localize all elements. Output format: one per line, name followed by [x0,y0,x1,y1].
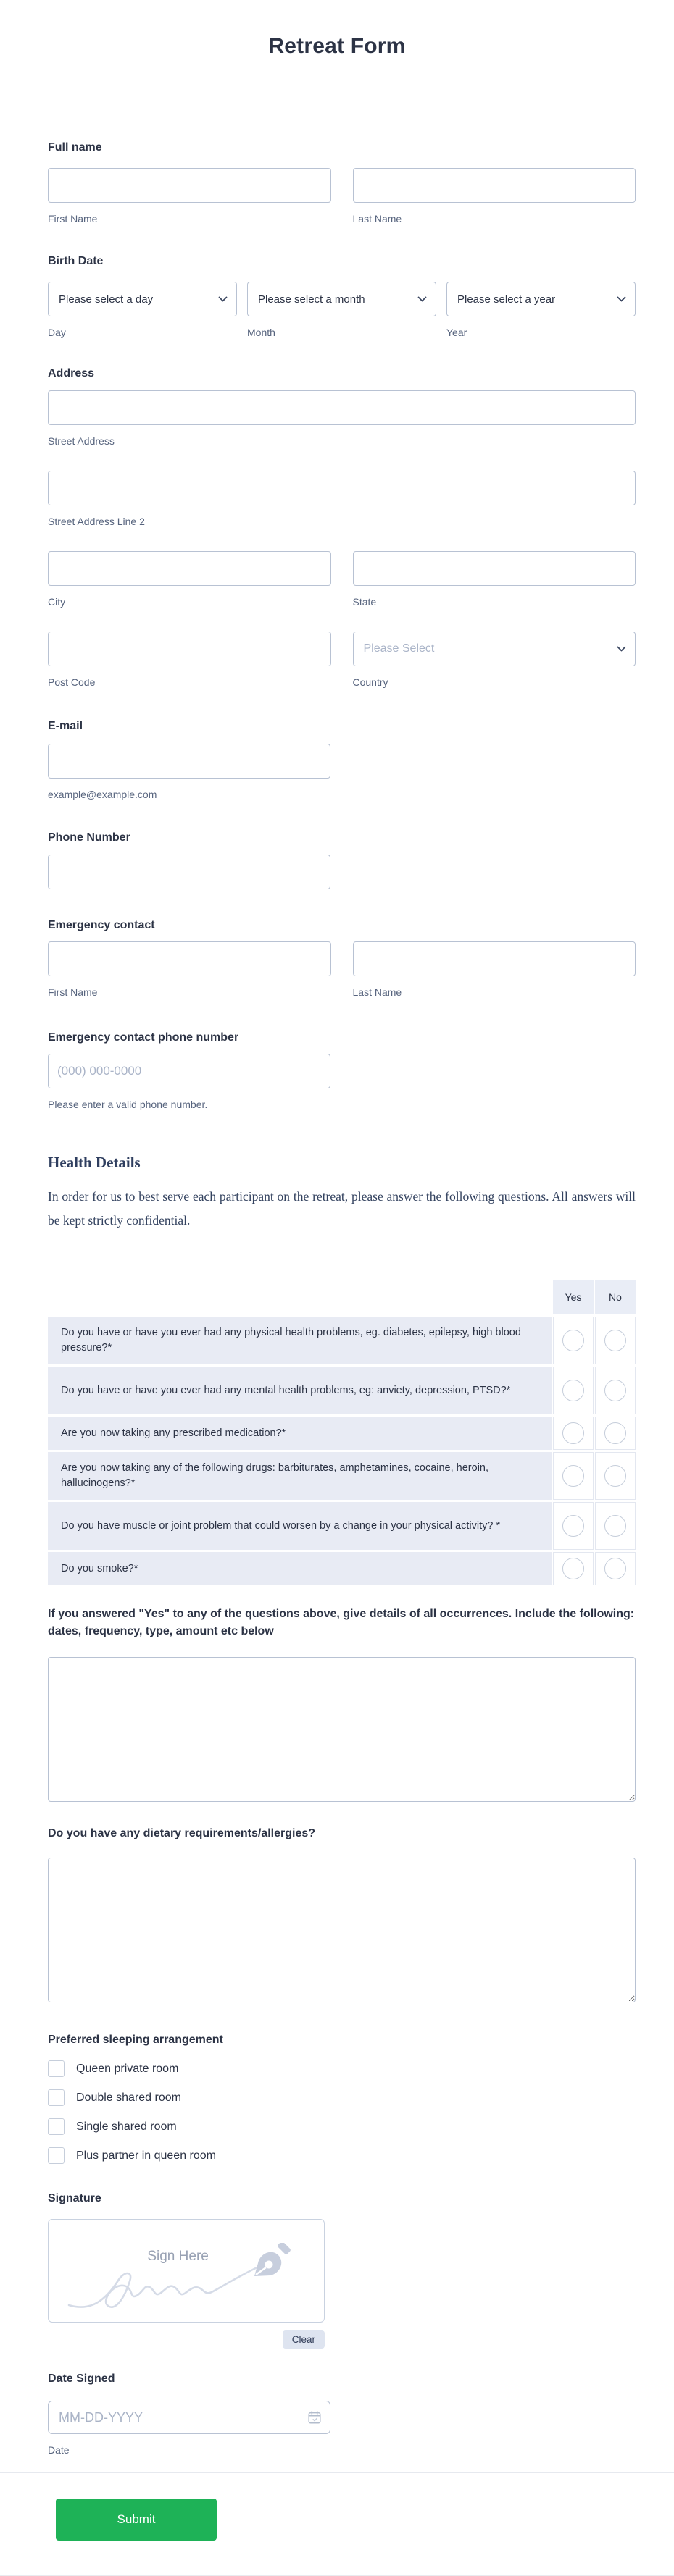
emergency-phone-input[interactable] [48,1054,330,1088]
field-emergency-contact [48,918,636,999]
field-address [48,366,636,689]
country-select[interactable] [353,632,636,666]
field-date-signed [48,2371,636,2457]
emergency-phone-hint: Please enter a valid phone number. [48,1099,208,1110]
street-address2-input[interactable] [48,471,636,505]
clear-signature-button[interactable]: Clear [283,2330,325,2349]
birth-month-value: Please select a month [258,293,365,306]
radio-q3-yes[interactable] [562,1422,584,1444]
radio-q5-no[interactable] [604,1515,626,1537]
field-sleeping-arrangement [48,2032,636,2164]
birth-date-label: Birth Date [48,255,104,267]
dietary-textarea[interactable] [48,1858,636,2002]
health-question-2: Do you have or have you ever had any mental health problems, eg: anviety, depression, PTSD?* [48,1367,552,1414]
signature-label: Signature [48,2192,101,2204]
health-question-1: Do you have or have you ever had any physical health problems, eg. diabetes, epilepsy, high blood pressure?* [48,1317,552,1364]
field-emergency-phone [48,1030,636,1112]
date-signed-input[interactable] [48,2401,330,2434]
occurrence-details-label: If you answered "Yes" to any of the questions above, give details of all occurrences. Include the following: dates, frequency, type, amount etc below [48,1608,635,1637]
checkbox-label: Plus partner in queen room [76,2149,216,2162]
first-name-input[interactable] [48,168,331,203]
radio-q6-no[interactable] [604,1558,626,1579]
email-input[interactable] [48,744,330,779]
birth-month-select[interactable] [247,282,436,316]
radio-q1-yes[interactable] [562,1330,584,1351]
radio-q3-no[interactable] [604,1422,626,1444]
checkbox-label: Double shared room [76,2092,181,2104]
radio-cell-q2-yes[interactable] [553,1367,594,1414]
street-address-sublabel: Street Address [48,435,115,447]
emergency-contact-label: Emergency contact [48,919,155,931]
country-sublabel: Country [352,676,388,688]
emergency-first-name-sublabel: First Name [48,986,98,998]
street-address-input[interactable] [48,390,636,425]
street-address2-sublabel: Street Address Line 2 [48,516,145,527]
radio-cell-q5-no[interactable] [595,1502,636,1550]
field-occurrence-details [48,1606,636,1805]
radio-q6-yes[interactable] [562,1558,584,1579]
chevron-down-icon [617,646,626,653]
checkbox-single-shared[interactable] [48,2118,65,2135]
radio-q5-yes[interactable] [562,1515,584,1537]
health-question-4: Are you now taking any of the following drugs: barbiturates, amphetamines, cocaine, heroin, hallucinogens?* [48,1452,552,1500]
health-question-6: Do you smoke?* [48,1552,552,1585]
table-header-no: No [595,1280,636,1314]
checkbox-row-queen-private[interactable] [48,2060,636,2077]
radio-cell-q1-yes[interactable] [553,1317,594,1364]
post-code-sublabel: Post Code [48,676,96,688]
radio-cell-q1-no[interactable] [595,1317,636,1364]
field-full-name [48,140,636,226]
radio-q2-no[interactable] [604,1380,626,1401]
birth-year-select[interactable] [446,282,636,316]
occurrence-details-textarea[interactable] [48,1657,636,1802]
radio-cell-q3-no[interactable] [595,1417,636,1450]
field-phone [48,830,636,889]
page-title: Retreat Form [268,34,406,58]
chevron-down-icon [617,296,626,303]
table-header-yes: Yes [553,1280,594,1314]
form-footer [0,2472,674,2575]
emergency-last-name-sublabel: Last Name [352,986,402,998]
emergency-last-name-input[interactable] [353,941,636,976]
calendar-icon[interactable] [307,2409,323,2425]
radio-cell-q5-yes[interactable] [553,1502,594,1550]
checkbox-partner-queen[interactable] [48,2147,65,2164]
health-question-3: Are you now taking any prescribed medication?* [48,1417,552,1450]
health-question-5: Do you have muscle or joint problem that could worsen by a change in your physical activity? * [48,1502,552,1550]
field-signature [48,2191,636,2349]
checkbox-row-single-shared[interactable] [48,2118,636,2135]
city-input[interactable] [48,551,331,586]
checkbox-row-partner-queen[interactable] [48,2147,636,2164]
field-birth-date [48,253,636,340]
signature-pad[interactable] [48,2219,325,2323]
state-input[interactable] [353,551,636,586]
post-code-input[interactable] [48,632,331,666]
table-header-spacer [48,1280,552,1314]
radio-cell-q4-yes[interactable] [553,1452,594,1500]
sleeping-label: Preferred sleeping arrangement [48,2034,223,2046]
dietary-label: Do you have any dietary requirements/allergies? [48,1827,316,1839]
city-sublabel: City [48,596,66,608]
checkbox-queen-private[interactable] [48,2060,65,2077]
first-name-sublabel: First Name [48,213,98,225]
chevron-down-icon [218,296,228,303]
sign-here-placeholder: Sign Here [147,2249,209,2264]
checkbox-double-shared[interactable] [48,2089,65,2106]
checkbox-label: Queen private room [76,2063,179,2075]
phone-input[interactable] [48,855,330,889]
field-email [48,718,636,802]
submit-button[interactable]: Submit [56,2499,217,2541]
full-name-label: Full name [48,141,102,154]
email-sublabel: example@example.com [48,789,157,800]
day-sublabel: Day [48,327,66,338]
chevron-down-icon [417,296,427,303]
radio-q2-yes[interactable] [562,1380,584,1401]
radio-cell-q4-no[interactable] [595,1452,636,1500]
phone-label: Phone Number [48,831,130,844]
emergency-phone-label: Emergency contact phone number [48,1031,239,1044]
checkbox-label: Single shared room [76,2120,177,2133]
emergency-first-name-input[interactable] [48,941,331,976]
birth-day-select[interactable] [48,282,237,316]
address-label: Address [48,367,95,379]
year-sublabel: Year [446,327,467,338]
date-sublabel: Date [48,2444,70,2456]
last-name-sublabel: Last Name [352,213,402,225]
pen-nib-icon [247,2243,294,2286]
radio-cell-q3-yes[interactable] [553,1417,594,1450]
state-sublabel: State [352,596,377,608]
radio-cell-q6-yes[interactable] [553,1552,594,1585]
last-name-input[interactable] [353,168,636,203]
form-header [0,0,674,112]
section-health-details [48,1154,636,1585]
health-details-intro: In order for us to best serve each participant on the retreat, please answer the following questions. All answers will be kept strictly confidential. [48,1189,636,1228]
radio-cell-q2-no[interactable] [595,1367,636,1414]
form-body [0,140,674,2457]
radio-q1-no[interactable] [604,1330,626,1351]
radio-cell-q6-no[interactable] [595,1552,636,1585]
birth-year-value: Please select a year [457,293,556,306]
country-value: Please Select [363,642,435,655]
checkbox-row-double-shared[interactable] [48,2089,636,2106]
health-details-heading: Health Details [48,1154,141,1171]
radio-q4-yes[interactable] [562,1465,584,1487]
birth-day-value: Please select a day [59,293,154,306]
date-signed-label: Date Signed [48,2372,115,2385]
radio-q4-no[interactable] [604,1465,626,1487]
health-questions-table [48,1280,636,1585]
month-sublabel: Month [247,327,275,338]
field-dietary [48,1826,636,2006]
email-label: E-mail [48,720,83,732]
